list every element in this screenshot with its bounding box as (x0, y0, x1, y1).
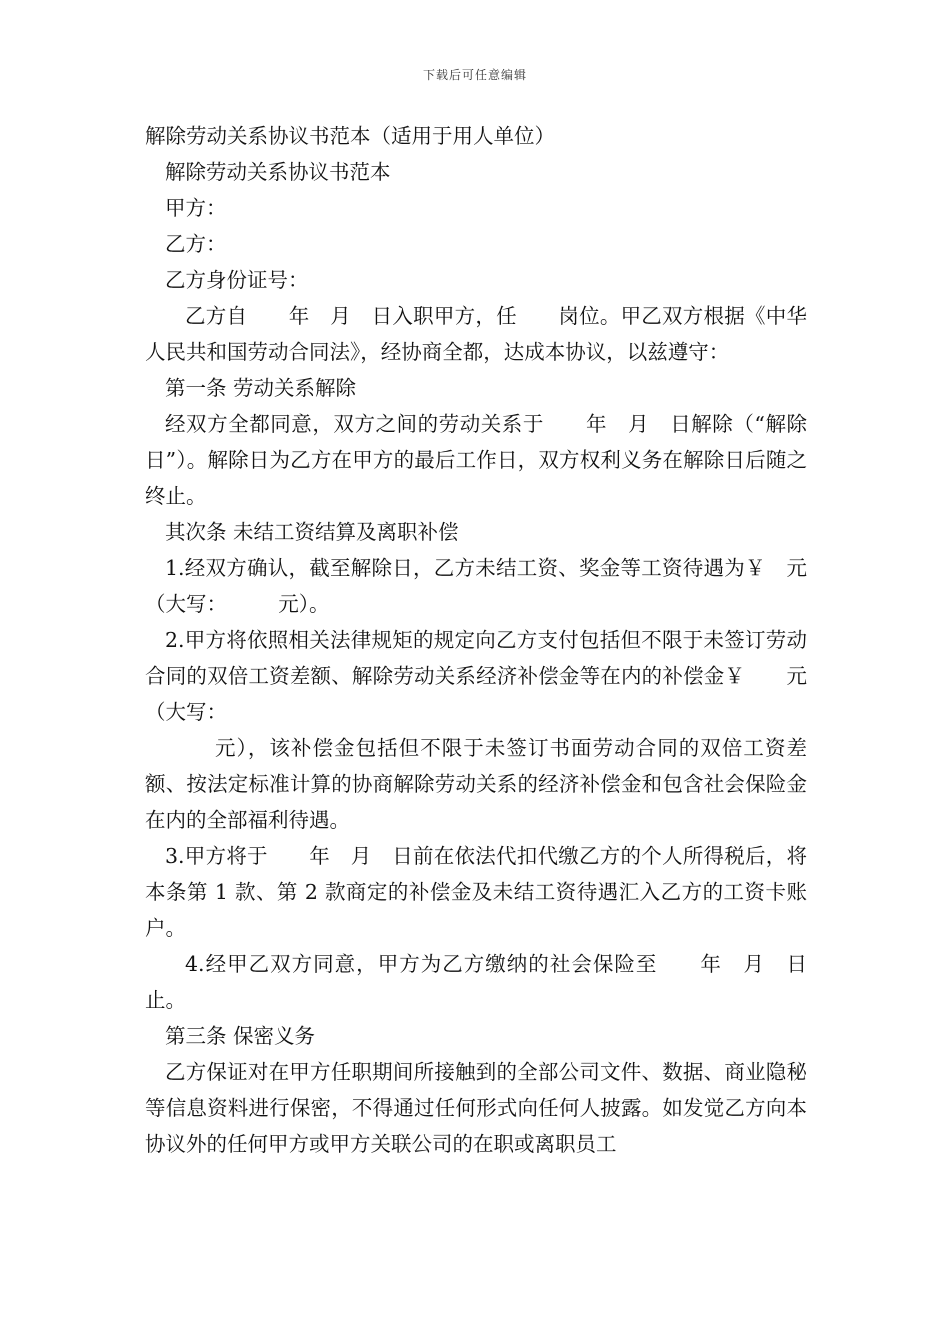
article-3-body: 乙方保证对在甲方任职期间所接触到的全部公司文件、数据、商业隐秘等信息资料进行保密，不得通过任何形式向任何人披露。如发觉乙方向本协议外的任何甲方或甲方关联公司的在职或离职员工 (145, 1060, 807, 1156)
article-2-item-2-part-2: 元），该补偿金包括但不限于未签订书面劳动合同的双倍工资差额、按法定标准计算的协商解除劳动关系的经济补偿金和包含社会保险金在内的全部福利待遇。 (145, 736, 807, 832)
document-subtitle: 解除劳动关系协议书范本 (165, 160, 391, 184)
article-2-item-4: 4.经甲乙双方同意，甲方为乙方缴纳的社会保险至 年 月 日止。 (145, 952, 807, 1012)
party-a-line: 甲方： (165, 196, 227, 220)
intro-paragraph: 乙方自 年 月 日入职甲方，任 岗位。甲乙双方根据《中华人民共和国劳动合同法》，经协商全都，达成本协议，以兹遵守： (145, 304, 807, 364)
article-1-body: 经双方全都同意，双方之间的劳动关系于 年 月 日解除（“解除日”）。解除日为乙方在甲方的最后工作日，双方权利义务在解除日后随之终止。 (145, 412, 807, 508)
page-header-note: 下载后可任意编辑 (422, 68, 527, 82)
party-b-line: 乙方： (165, 232, 227, 256)
article-2-item-3: 3.甲方将于 年 月 日前在依法代扣代缴乙方的个人所得税后，将本条第 1 款、第 2 款商定的补偿金及未结工资待遇汇入乙方的工资卡账户。 (145, 844, 807, 940)
agreement-document (145, 118, 807, 1162)
article-3-title: 第三条 保密义务 (165, 1024, 316, 1048)
article-2-item-1: 1.经双方确认，截至解除日，乙方未结工资、奖金等工资待遇为￥ 元（大写： 元）。 (145, 556, 807, 616)
article-2-title: 其次条 未结工资结算及离职补偿 (165, 520, 459, 544)
party-b-id-line: 乙方身份证号： (165, 268, 309, 292)
document-title: 解除劳动关系协议书范本（适用于用人单位） (145, 124, 555, 148)
article-1-title: 第一条 劳动关系解除 (165, 376, 357, 400)
article-2-item-2-part-1: 2.甲方将依照相关法律规矩的规定向乙方支付包括但不限于未签订劳动合同的双倍工资差额、解除劳动关系经济补偿金等在内的补偿金￥ 元（大写： (145, 628, 807, 724)
